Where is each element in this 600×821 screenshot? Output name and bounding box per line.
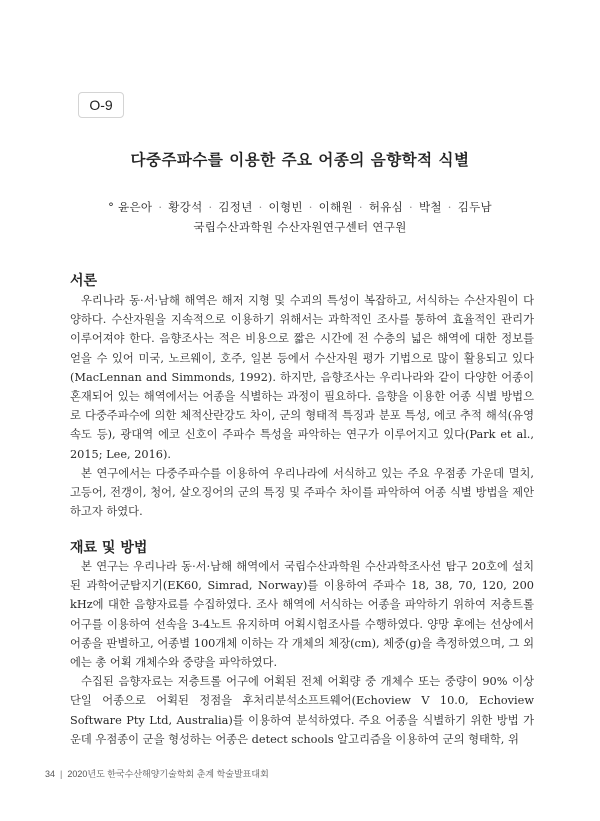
paragraph: 수집된 음향자료는 저층트롤 어구에 어획된 전체 어획량 중 개체수 또는 중량이 90% 이상 단일 어종으로 어획된 정점을 후처리분석소프트웨어(Echoview V 10.0, Echoview Software Pty Ltd, Australia)를 이용하여 분석하였다. 주요 어종을 식별하기 위한 방법 가운데 우점종이 군을 형성하는 어종은 detect schools 알고리즘을 이용하여 군의 형태학, 위	[70, 675, 534, 746]
author-separator: ·	[409, 200, 413, 214]
section-heading-methods: 재료 및 방법	[70, 540, 148, 556]
author-separator: ·	[447, 200, 452, 214]
page-number: 34	[45, 769, 56, 779]
author-separator: ·	[308, 200, 313, 214]
section-body-introduction	[70, 291, 534, 521]
author-separator: ·	[158, 200, 163, 214]
author: 허유심	[368, 200, 404, 214]
author-separator: ·	[358, 200, 363, 214]
author: 김두남	[457, 200, 492, 214]
affiliation: 국립수산과학원 수산자원연구센터 연구원	[193, 220, 407, 234]
author: 이해원	[318, 200, 353, 214]
author-list	[0, 199, 600, 215]
author-separator: ·	[258, 200, 263, 214]
session-tag: O-9	[78, 92, 124, 118]
section-heading-introduction: 서론	[70, 273, 98, 289]
author: 이형빈	[268, 200, 303, 214]
conference-name: 2020년도 한국수산해양기술학회 춘계 학술발표대회	[67, 769, 269, 779]
paragraph: 본 연구에서는 다중주파수를 이용하여 우리나라에 서식하고 있는 주요 우점종 가운데 멸치, 고등어, 전갱이, 청어, 살오징어의 군의 특징 및 주파수 차이를 파악하여 어종 식별 방법을 제안하고자 하였다.	[70, 466, 534, 519]
page-footer	[45, 767, 269, 780]
footer-separator: |	[60, 769, 63, 779]
section-body-methods	[70, 557, 534, 749]
author-separator: ·	[208, 200, 213, 214]
paragraph: 우리나라 동·서·남해 해역은 해저 지형 및 수괴의 특성이 복잡하고, 서식하는 수산자원이 다양하다. 수산자원을 지속적으로 이용하기 위해서는 과학적인 조사를 통하여 효율적인 관리가 이루어져야 한다. 음향조사는 적은 비용으로 짧은 시간에 전 수층의 넓은 해역에 대한 정보를 얻을 수 있어 미국, 노르웨이, 호주, 일본 등에서 수산자원 평가 기법으로 많이 활용되고 있다(MacLennan and Simmonds, 1992). 하지만, 음향조사는 우리나라와 같이 다양한 어종이 혼재되어 있는 해역에서는 어종을 식별하는 과정이 필요하다. 음향을 이용한 어종 식별 방법으로 다중주파수에 의한 체적산란강도 차이, 군의 형태적 특징과 분포 특성, 에코 추적 해석(유영속도 등), 광대역 에코 신호이 주파수 특성을 파악하는 연구가 이루어지고 있다(Park et al., 2015; Lee, 2016).	[70, 294, 534, 461]
author: 김정년	[218, 200, 253, 214]
author: 박철	[418, 200, 442, 214]
author: 황강석	[168, 200, 203, 214]
paragraph: 본 연구는 우리나라 동·서·남해 해역에서 국립수산과학원 수산과학조사선 탐구 20호에 설치된 과학어군탐지기(EK60, Simrad, Norway)를 이용하여 주파수 18, 38, 70, 120, 200 kHz에 대한 음향자료를 수집하였다. 조사 해역에 서식하는 어종을 파악하기 위하여 저층트롤 어구를 이용하여 선속을 3-4노트 유지하며 어획시험조사를 수행하였다. 양망 후에는 선상에서 어종을 판별하고, 어종별 100개체 이하는 각 개체의 체장(cm), 체중(g)을 측정하였으며, 그 외에는 총 어획 개체수와 중량을 파악하였다.	[70, 560, 534, 670]
paper-title: 다중주파수를 이용한 주요 어종의 음향학적 식별	[130, 150, 470, 169]
presenter-mark: °	[108, 200, 115, 214]
author: 윤은아	[118, 200, 153, 214]
